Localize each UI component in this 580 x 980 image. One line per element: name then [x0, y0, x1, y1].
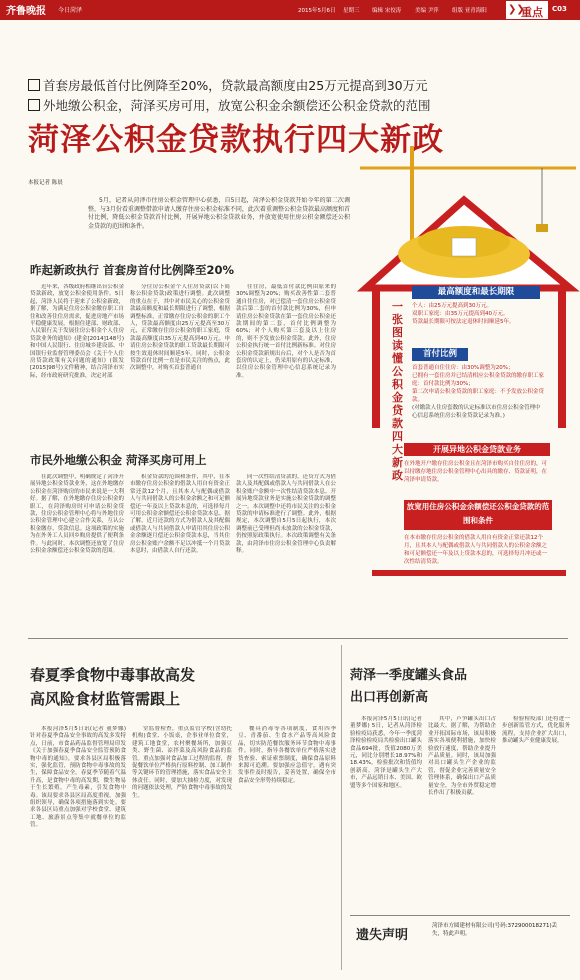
masthead	[0, 0, 580, 20]
info-s2-items: 首套普通自住住房：由30%调整为20%； 已拥有一套住房并已结清相应公积金贷款的缴存职工家庭：首付款比例为30%； 第二次申请公积金贷款的职工家庭：不予发放公积金贷款。 (对缴款人住房套数的认定标准以市住房公积金管理中心信息系统住房公积金贷款记录为准。)	[412, 365, 545, 419]
proof-credit: 组版 亚青海阳	[452, 8, 487, 14]
food-col-1: 本报菏泽5月5日讯(记者 董梦娜) 针对春夏季食品安全事故的高发多发特点，日前，市食品药品监督管理局印发《关于加强春夏季食品安全监管预防食物中毒的通知》，要求各县区局积极落实，强化监管，预防食物中毒事故的发生，保障食品安全。春夏季节随着气温升高，是食物中毒的高发期，微生物易于生长繁殖，产生毒素，引发食物中毒。该局要求各县区局高度重视，加强组织领导，确保各项措施落到实处。要求各县区局重点加强对学校食堂、建筑工地、旅游景点等集中就餐单位的监管。	[30, 726, 126, 829]
lead-headline: 菏泽公积金贷款执行四大新政	[28, 122, 444, 158]
cans-col-2: 其中，芦笋罐头出口占比最大。据了解，为帮助企业开拓国际市场，该局积极落实各项便利措施，加快检验放行速度，帮助企业提升产品质量。同时，该局加强对出口罐头生产企业的监管，督促企业完善质量安全管理体系，确保出口产品质量安全，为全市外贸稳定增长作出了积极贡献。	[428, 716, 496, 797]
deck-line-2: 外地缴公积金，菏泽买房可用，放宽公积金余额偿还公积金贷款的范围	[28, 96, 578, 114]
section-divider	[28, 638, 568, 639]
info-s1-items: 个人：由25万元提高到30万元。 双职工家庭：由35万元提高到40万元。 贷款最长期限可按法定退休时间顺延5年。	[412, 303, 515, 325]
lead-subhead-1: 昨起新政执行 首套房首付比例降至20%	[30, 263, 235, 277]
food-col-2: 堂监督检查，重点监管学校(含幼托机构)食堂、小饭桌，企事业单位食堂，建筑工地食堂，农村聚餐场所，加强豆类、野生菌、凉拌菜及高风险食品的监管。重点加强对食品加工过程的监督，督促餐饮单位严格执行原料控制、加工制作等关键环节的管理措施，落实食品安全主体责任。同时，要加大抽检力度，对发现的问题依法处理，严防食物中毒事故的发生。	[132, 726, 232, 799]
info-s1-title: 最高额度和最长期限	[412, 286, 540, 299]
edition-name: 今日菏泽	[58, 7, 83, 14]
info-vertical-title: 一张图读懂公积金贷款四大新政	[392, 300, 403, 482]
section-label: 重点	[521, 6, 543, 19]
info-s3-title: 开展异地公积金贷款业务	[404, 443, 550, 456]
editor-credit: 编辑 宋佼涛	[372, 8, 402, 14]
lead-s2-col-1: 在此次调整中，明确规定了菏泽开展异地公积金贷款业务，这在外地缴存公积金在菏泽购房的市民来说是一大利好。据了解，在外地缴存住房公积金的职工，在菏泽购房时可申请公积金贷款，住房公积金管理中心将与外地住房公积金管理中心建立合作关系，互认公积金缴存、贷款信息。这项政策的实施为在外务工人员回乡购房提供了便利条件。与此同时，本次调整还放宽了住房公积金余额偿还公积金贷款的范围。	[30, 474, 124, 555]
house-wall-left	[372, 288, 380, 428]
lead-s1-col-2: 分住房公积金个人住房贷款(以下简称公积金贷款)政策进行调整。此次调整的重点在于，其中对市民关心的公积金贷款最高额度和最长期限进行了调整，根据调整标准，正常缴存住房公积金的职工个人，贷款最高额度由25万元提高至30万元，正常缴存住房公积金的职工家庭，贷款最高额度由35万元提高到40万元。申请住房公积金贷款的职工贷款最长期限可按生效退休时间顺延5年。同时，公积金贷款首付比例一直是市民关注的热点，此次调整中，对购买首套普通自	[130, 284, 230, 372]
checkbox-icon	[28, 79, 40, 91]
issue-weekday: 星期三	[343, 8, 360, 14]
newspaper-logo: 齐鲁晚报	[6, 6, 46, 17]
lead-s1-col-3: 住住房，最低首付款比例由原来的30%调整为20%；购买改善性第二套普通自住住房，对已偿清一套住房公积金贷款后第二套的首付款比例为30%，但申请住房公积金贷款在第一套住房公积金还款期间的第二套，首付比例调整为60%；对个人购买第三套及以上住房的，则不予发放公积金贷款。此外，住房公积金执行统一首付比例新标准。对住房公积金贷款新规出台后，对个人是否为首套房的认定上，仍采用原有的认定标准，以住房公积金管理中心信息系统记录为准。	[236, 284, 336, 379]
lead-intro: 5月，记者从菏泽市住房公积金管理中心获悉，自5日起，菏泽公积金贷款开始今年的第二次调整，与3月份看重调整借款申请人缴存住房公积金标准不同，此次着重调整公积金贷款最高额度和首付比例，降低公积金贷款首付比例，开展异地公积金贷款业务，并放宽使用住房公积金额偿还公积金贷款的范围和条件。	[88, 197, 350, 230]
info-s4-title: 放宽用住房公积金余额偿还公积金贷款的范围和条件	[404, 500, 552, 530]
lead-subhead-2: 市民外地缴公积金 菏泽买房可用上	[30, 453, 207, 467]
lost-notice-text: 菏泽市方圆建材有限公司(号码:372900018271)丢失，特此声明。	[432, 923, 558, 937]
crane-hook-load	[536, 224, 548, 232]
food-headline-2: 高风险食材监管需跟上	[30, 690, 181, 708]
food-headline-1: 春夏季食物中毒事故高发	[30, 666, 196, 684]
cans-col-3: 检验检疫部门还将进一步创新监管方式，优化服务流程，支持企业扩大出口，推动罐头产业健康发展。	[502, 716, 570, 745]
cans-headline-2: 出口再创新高	[350, 690, 429, 705]
column-divider	[341, 645, 342, 970]
designer-credit: 美编 尹萍	[415, 8, 439, 14]
page-number: C03	[552, 5, 567, 13]
section-badge	[505, 0, 549, 20]
byline: 本报记者 陈晨	[28, 180, 63, 186]
info-s2-title: 首付比例	[412, 348, 468, 361]
house-floor	[372, 570, 566, 576]
lead-s1-col-1: 近年来，各级政府相继出台公积金贷款新政，放宽公积金使用条件。5日起，菏泽人民将于迎来了公积金新政，据了解，为满足住房公积金缴存职工自住和改善住住房需求，促进房地产市场平稳健康发展，根据住建部、财政部、人民银行关于发展住房公积金个人住房贷款业务的通知》(建金[2014]148号)和中国人民银行、住房城乡建设部、中国银行业监督管理委员会《关于个人住房贷款政策有关问题的通知》(银发[2015]98号)文件精神，结合菏泽市实际，经市政府研究批准，决定对部	[30, 284, 124, 379]
cans-col-1: 本报菏泽5月5日讯(记者 董梦娜) 5日，记者从菏泽检验检疫局获悉，今年一季度菏泽检验检疫局共检验出口罐头食品694批，货值2080万美元，同比分别增长18.97%和18.43%，检验批次和货值均创新高。菏泽是罐头生产大市，产品远销日本、美国、欧盟等多个国家和地区。	[350, 716, 422, 789]
chevron-icon: ❯❯	[508, 4, 525, 15]
house-wall-right	[558, 288, 566, 428]
info-s3-text: 在外地开户缴存住房公积金且在菏泽市购买自住住房的，可以持缴存地住房公积金管理中心出具的缴存、贷款证明，在菏泽申请贷款。	[404, 461, 548, 483]
checkbox-icon	[28, 99, 40, 111]
cans-headline-1: 菏泽一季度罐头食品	[350, 668, 468, 683]
issue-date: 2015年5月6日	[298, 8, 336, 14]
house-window	[452, 238, 476, 256]
info-s4-text: 在本市缴存住房公积金的借款人用自有资金正常还款12个月，且其本人与配偶或借款人与共同借款人的公积金余额之和可足额偿还一年及以上贷款本息的，可选择每月冲还或一次性结清贷款。	[404, 535, 548, 565]
lead-s2-col-2: 积金贷款的范围和条件，其中，在本市缴存住房公积金的借款人用自有资金正常还款12个月，且其本人与配偶或借款人与共同借款人的公积金余额之和可足额偿还一年及以上贷款本息的，可选择每月可用公积金余额偿还公积金贷款本息。据了解，近月还款的方式为借款人及其配偶或借款人与共同借款人申请用其住房公积金余额逐月偿还公积金贷款本息，当其住房公积金账户余额不足以冲抵一个月贷款本息时，由借款人自行还款。	[130, 474, 230, 555]
lost-notice-title: 遗失声明	[356, 928, 409, 943]
lead-s2-col-3: 同一次性结清贷款的，还贷方式为借款人及其配偶或借款人与共同借款人在公积金账户金额中一次性结清贷款本息。开展异地贷款业务是实施公积金贷款的调整之一。本次调整中还将市民关注的公积金贷款的申请标准进行了调整。此外，根据规定，本次调整自5月5日起执行，本次调整前已受理但尚未放款的公积金贷款，仍按照原政策执行。本次政策调整有关条款，由菏泽市住房公积金管理中心负责解释。	[236, 474, 336, 555]
food-col-3: 餐具消毒等各项制度，食用四季豆、青番茄、生食水产品等高风险食品，切实防范餐饮服务环节食物中毒事件。同时，指导各餐饮单位严格落实进货查验、索证索票制度，确保食品原料来源可追溯。要加强应急值守，遇有突发事件及时报告，妥善处置，确保全市食品安全形势持续稳定。	[238, 726, 336, 784]
deck-line-1: 首套房最低首付比例降至20%，贷款最高额度由25万元提高到30万元	[28, 76, 578, 94]
